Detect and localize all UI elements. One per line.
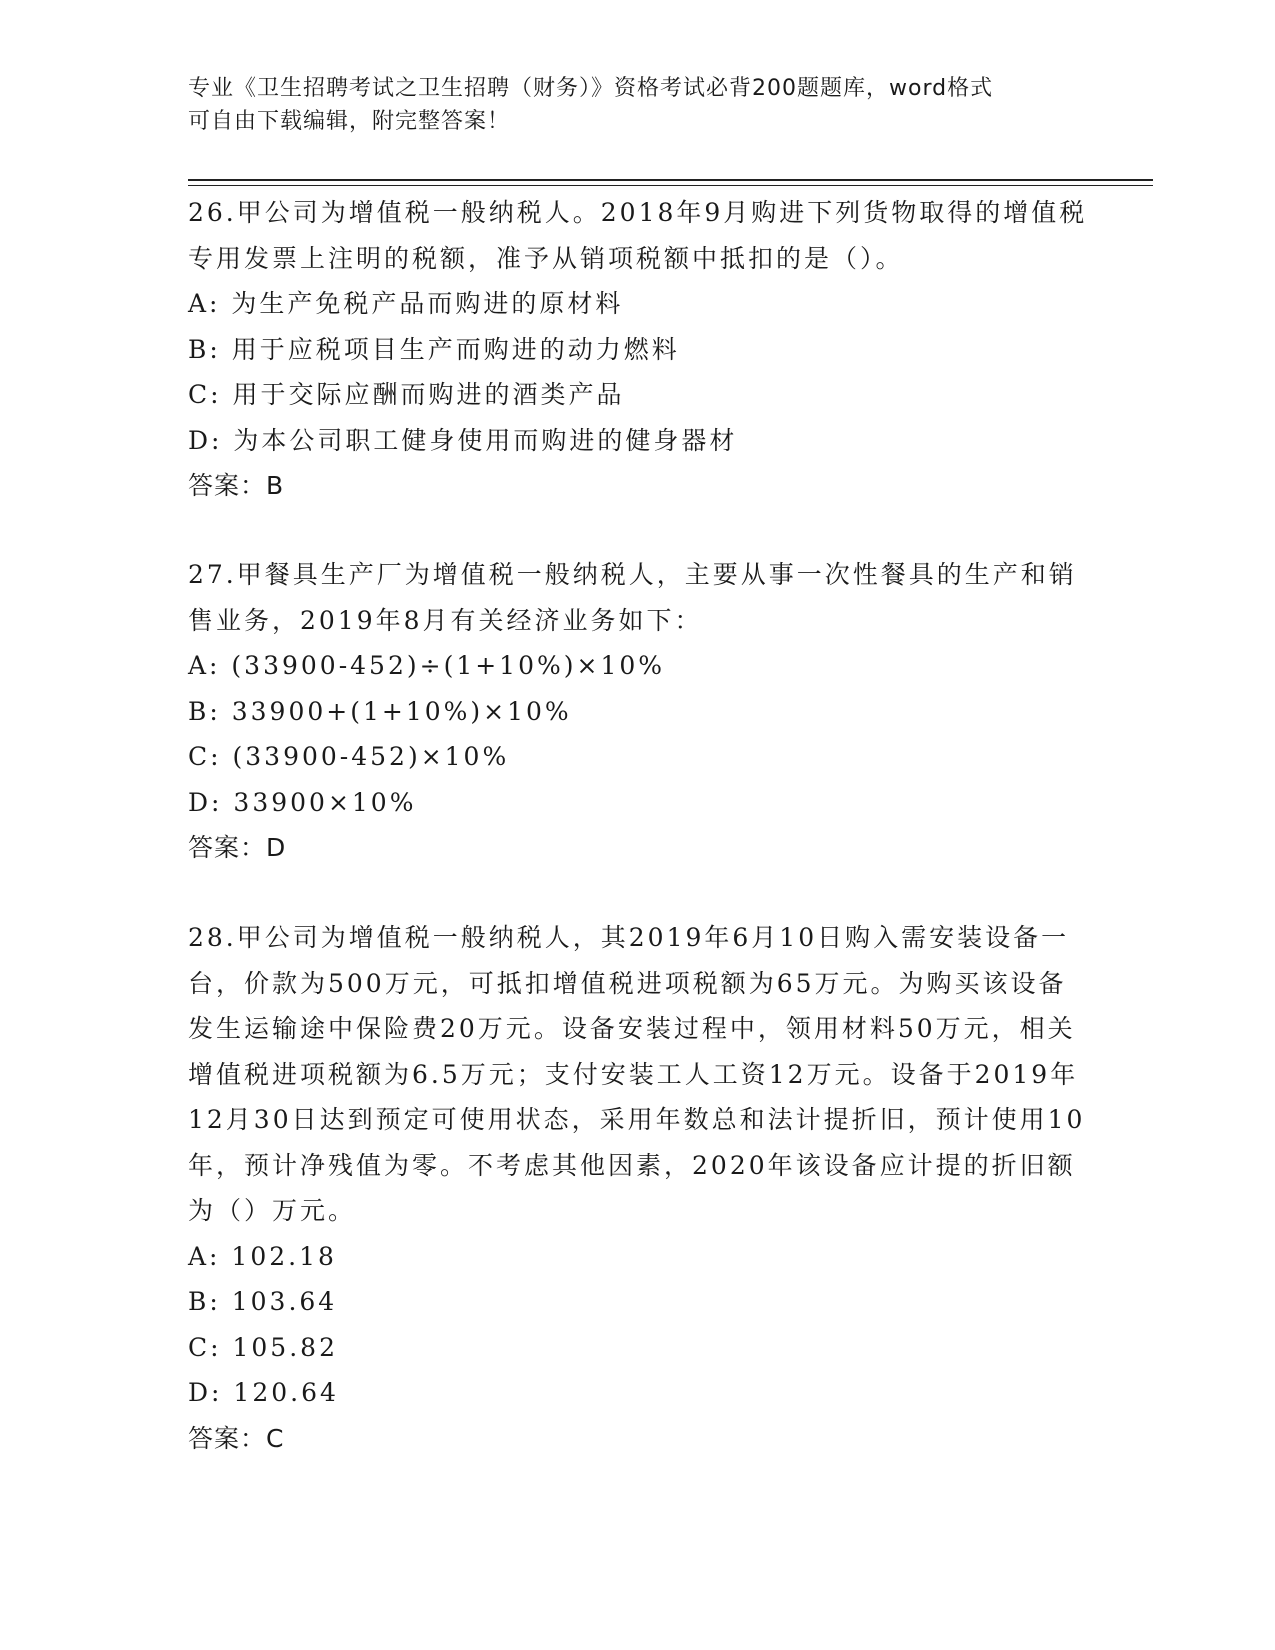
option-d: D: 33900×10% (188, 787, 417, 817)
answer: 答案：D (188, 833, 287, 862)
header-line-1: 专业《卫生招聘考试之卫生招聘（财务）》资格考试必背200题题库，word格式 (188, 76, 994, 101)
option-c: C: (33900-452)×10% (188, 742, 510, 771)
question-stem: 27.甲餐具生产厂为增值税一般纳税人，主要从事一次性餐具的生产和销售业务，2019年8月有关经济业务如下： (188, 560, 1077, 635)
option-b: B: 用于应税项目生产而购进的动力燃料 (188, 334, 680, 364)
option-d: D: 为本公司职工健身使用而购进的健身器材 (188, 425, 738, 455)
option-c: C: 105.82 (188, 1332, 338, 1362)
option-a: A: 102.18 (188, 1241, 337, 1271)
header-divider-thick (188, 179, 1153, 181)
answer: 答案：C (188, 1423, 285, 1453)
option-a: A: 为生产免税产品而购进的原材料 (188, 289, 624, 318)
header-divider-thin (188, 185, 1153, 186)
option-b: B: 103.64 (188, 1287, 338, 1316)
question-27 (188, 552, 1088, 871)
answer: 答案：B (188, 471, 285, 500)
option-d: D: 120.64 (188, 1378, 339, 1407)
question-stem: 26.甲公司为增值税一般纳税人。2018年9月购进下列货物取得的增值税专用发票上注明的税额，准予从销项税额中抵扣的是（）。 (188, 198, 1088, 273)
question-26 (188, 190, 1088, 509)
option-a: A: (33900-452)÷(1+10%)×10% (188, 651, 666, 680)
option-b: B: 33900+(1+10%)×10% (188, 696, 572, 726)
question-28 (188, 915, 1088, 1461)
header-line-2: 可自由下载编辑，附完整答案！ (188, 109, 511, 134)
option-c: C: 用于交际应酬而购进的酒类产品 (188, 380, 625, 409)
document-header (188, 72, 1088, 138)
question-stem: 28.甲公司为增值税一般纳税人，其2019年6月10日购入需安装设备一台，价款为500万元，可抵扣增值税进项税额为65万元。为购买该设备发生运输途中保险费20万元。设备安装过程中，领用材料50万元，相关增值税进项税额为6.5万元；支付安装工人工资12万元。设备于2019年12月30日达到预定可使用状态，采用年数总和法计提折旧，预计使用10年，预计净残值为零。不考虑其他因素，2020年该设备应计提的折旧额为（）万元。 (188, 923, 1086, 1225)
